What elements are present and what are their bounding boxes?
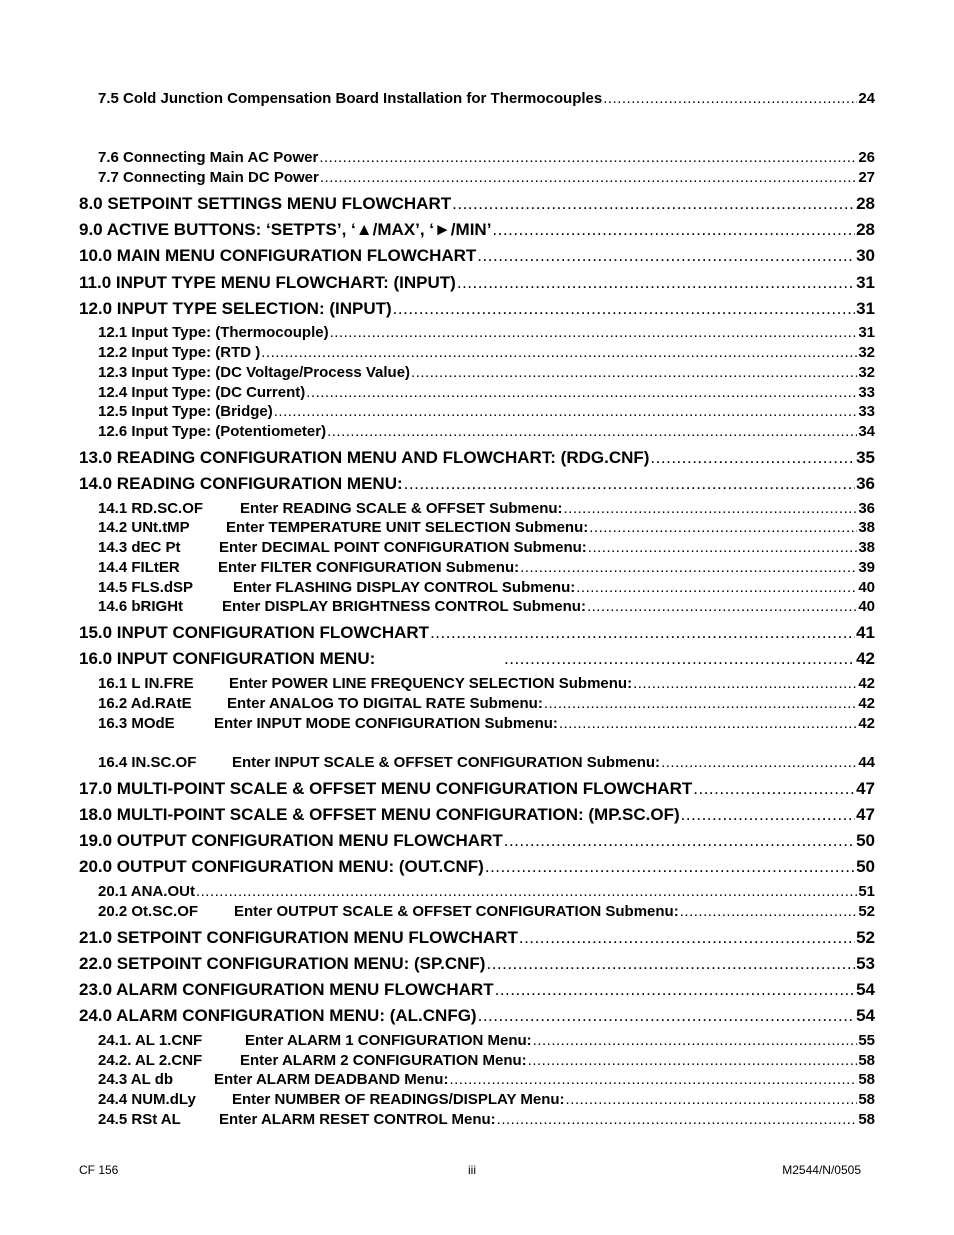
toc-entry[interactable] <box>98 324 875 341</box>
toc-entry[interactable] <box>98 1032 875 1049</box>
toc-entry-text: Enter ALARM 1 CONFIGURATION Menu: <box>245 1032 532 1049</box>
toc-entry[interactable] <box>79 1006 875 1026</box>
toc-entry-text: 21.0 SETPOINT CONFIGURATION MENU FLOWCHART <box>79 928 518 947</box>
toc-entry[interactable] <box>98 364 875 381</box>
toc-entry-title <box>98 754 660 771</box>
toc-entry-text: 12.5 Input Type: (Bridge) <box>98 403 273 420</box>
toc-page-number: 35 <box>856 448 875 467</box>
toc-entry-text: 12.6 Input Type: (Potentiometer) <box>98 423 327 440</box>
toc-entry-title <box>79 448 649 468</box>
toc-dot-leader <box>544 695 857 712</box>
toc-entry[interactable] <box>98 1052 875 1069</box>
toc-entry-code: 14.4 FILtER <box>98 559 180 576</box>
toc-entry-title <box>98 1052 527 1069</box>
toc-page-number: 58 <box>858 1071 875 1088</box>
toc-page-number: 36 <box>858 500 875 517</box>
toc-entry-code: 14.5 FLS.dSP <box>98 579 194 596</box>
toc-entry-code: 14.3 dEC Pt <box>98 539 181 556</box>
toc-page-number: 53 <box>856 954 875 973</box>
toc-dot-leader <box>589 519 857 536</box>
toc-dot-leader <box>588 539 858 556</box>
toc-dot-leader <box>633 675 857 692</box>
toc-entry[interactable] <box>98 903 875 920</box>
toc-dot-leader <box>411 364 857 381</box>
toc-entry-title <box>98 1111 496 1128</box>
toc-entry[interactable] <box>79 928 875 948</box>
toc-entry-title <box>98 675 632 692</box>
toc-entry[interactable] <box>98 1111 875 1128</box>
toc-dot-leader <box>564 500 858 517</box>
toc-page-number: 34 <box>858 423 875 440</box>
toc-dot-leader <box>504 831 855 851</box>
toc-entry[interactable] <box>98 715 875 732</box>
toc-entry-code: 16.3 MOdE <box>98 715 175 732</box>
toc-page-number: 28 <box>856 194 875 213</box>
toc-entry-title <box>98 423 326 440</box>
toc-entry-text: Enter ALARM DEADBAND Menu: <box>214 1071 449 1088</box>
toc-entry-text: 23.0 ALARM CONFIGURATION MENU FLOWCHART <box>79 980 494 999</box>
toc-entry-text: 12.1 Input Type: (Thermocouple) <box>98 324 329 341</box>
toc-entry-title <box>98 1091 565 1108</box>
toc-page-number: 50 <box>856 831 875 850</box>
toc-entry-code: 24.4 NUM.dLy <box>98 1091 196 1108</box>
toc-dot-leader <box>449 1071 857 1088</box>
toc-entry[interactable] <box>79 779 875 799</box>
toc-entry[interactable] <box>98 423 875 440</box>
toc-dot-leader <box>519 928 855 948</box>
toc-entry-code: 14.1 RD.SC.OF <box>98 500 204 517</box>
toc-entry-text: Enter FILTER CONFIGURATION Submenu: <box>218 559 520 576</box>
toc-entry[interactable] <box>98 883 875 900</box>
toc-entry[interactable] <box>98 598 875 615</box>
toc-entry-text: Enter DISPLAY BRIGHTNESS CONTROL Submenu: <box>222 598 586 615</box>
toc-entry[interactable] <box>98 1091 875 1108</box>
toc-page-number: 55 <box>858 1032 875 1049</box>
toc-entry-title <box>79 246 476 266</box>
toc-entry-title <box>98 559 519 576</box>
footer-revision: M2544/N/0505 <box>782 1163 861 1177</box>
toc-entry-text: 19.0 OUTPUT CONFIGURATION MENU FLOWCHART <box>79 831 503 850</box>
toc-entry[interactable] <box>79 474 875 494</box>
toc-entry-title <box>98 539 587 556</box>
toc-entry-text: Enter ALARM 2 CONFIGURATION Menu: <box>240 1052 527 1069</box>
toc-dot-leader <box>486 954 855 974</box>
toc-dot-leader <box>559 715 857 732</box>
toc-entry-code: 14.6 bRIGHt <box>98 598 184 615</box>
toc-entry-code: 24.1. AL 1.CNF <box>98 1032 203 1049</box>
toc-dot-leader <box>661 754 857 771</box>
toc-entry-code: 14.2 UNt.tMP <box>98 519 190 536</box>
toc-entry-title <box>98 364 410 381</box>
toc-entry-code: 24.3 AL db <box>98 1071 174 1088</box>
toc-page-number: 42 <box>858 695 875 712</box>
toc-dot-leader <box>196 883 857 900</box>
toc-page-number: 30 <box>856 246 875 265</box>
toc-entry[interactable] <box>98 500 875 517</box>
toc-entry-title <box>98 598 586 615</box>
toc-entry-code: 16.1 L IN.FRE <box>98 675 194 692</box>
toc-entry[interactable] <box>98 403 875 420</box>
toc-entry-code: 16.0 INPUT CONFIGURATION MENU: <box>79 649 376 668</box>
toc-dot-leader <box>330 324 858 341</box>
toc-dot-leader <box>319 149 857 166</box>
toc-entry-text: Enter DECIMAL POINT CONFIGURATION Submenu: <box>219 539 587 556</box>
toc-entry[interactable] <box>79 194 875 214</box>
toc-page-number: 52 <box>856 928 875 947</box>
toc-page-number: 26 <box>858 149 875 166</box>
toc-dot-leader <box>452 194 855 214</box>
toc-page-number: 42 <box>858 715 875 732</box>
toc-entry[interactable] <box>98 579 875 596</box>
toc-dot-leader <box>497 1111 858 1128</box>
toc-entry-text: 12.2 Input Type: (RTD ) <box>98 344 261 361</box>
toc-entry-text: 12.3 Input Type: (DC Voltage/Process Value) <box>98 364 411 381</box>
toc-page-number: 42 <box>858 675 875 692</box>
toc-entry[interactable] <box>98 695 875 712</box>
toc-entry-text: 7.7 Connecting Main DC Power <box>98 169 319 186</box>
toc-dot-leader <box>478 1006 855 1026</box>
toc-dot-leader <box>327 423 857 440</box>
toc-entry-text: Enter ANALOG TO DIGITAL RATE Submenu: <box>227 695 543 712</box>
toc-entry-text: Enter POWER LINE FREQUENCY SELECTION Submenu: <box>229 675 633 692</box>
toc-page-number: 58 <box>858 1052 875 1069</box>
toc-entry[interactable] <box>98 519 875 536</box>
toc-entry[interactable] <box>79 273 875 293</box>
toc-entry[interactable] <box>79 448 875 468</box>
toc-page-number: 40 <box>858 579 875 596</box>
toc-dot-leader <box>457 273 855 293</box>
toc-entry-text: 18.0 MULTI-POINT SCALE & OFFSET MENU CONFIGURATION: (MP.SC.OF) <box>79 805 680 824</box>
toc-entry-title <box>79 194 451 214</box>
toc-dot-leader <box>274 403 858 420</box>
toc-entry-title <box>98 344 260 361</box>
toc-page-number: 54 <box>856 1006 875 1025</box>
toc-entry-title <box>79 857 484 877</box>
toc-dot-leader <box>393 299 855 319</box>
toc-dot-leader <box>477 246 855 266</box>
toc-entry-code: 24.2. AL 2.CNF <box>98 1052 203 1069</box>
toc-entry-title <box>98 579 575 596</box>
toc-entry-title <box>79 831 503 851</box>
toc-entry-text: Enter NUMBER OF READINGS/DISPLAY Menu: <box>232 1091 565 1108</box>
toc-dot-leader <box>693 779 855 799</box>
toc-entry-code: 20.2 Ot.SC.OF <box>98 903 199 920</box>
toc-entry-title <box>79 273 456 293</box>
toc-entry[interactable] <box>98 149 875 166</box>
toc-entry-text: 15.0 INPUT CONFIGURATION FLOWCHART <box>79 623 430 642</box>
toc-page-number: 32 <box>858 344 875 361</box>
toc-entry-code: 16.2 Ad.RAtE <box>98 695 192 712</box>
toc-entry-text: 20.1 ANA.OUt <box>98 883 195 900</box>
toc-entry-text: Enter ALARM RESET CONTROL Menu: <box>219 1111 496 1128</box>
toc-entry-text: Enter FLASHING DISPLAY CONTROL Submenu: <box>233 579 576 596</box>
toc-dot-leader <box>430 623 855 643</box>
toc-entry-title <box>98 90 602 107</box>
toc-entry-text: 7.6 Connecting Main AC Power <box>98 149 319 166</box>
toc-entry-text: Enter TEMPERATURE UNIT SELECTION Submenu: <box>226 519 589 536</box>
toc-entry-title <box>98 715 558 732</box>
toc-page-number: 51 <box>858 883 875 900</box>
toc-entry[interactable] <box>98 384 875 401</box>
toc-entry[interactable] <box>98 169 875 186</box>
toc-dot-leader <box>504 649 855 669</box>
toc-page-number: 42 <box>856 649 875 668</box>
toc-entry-title <box>98 695 543 712</box>
toc-entry-text: 12.0 INPUT TYPE SELECTION: (INPUT) <box>79 299 392 318</box>
toc-page-number: 50 <box>856 857 875 876</box>
toc-entry-text: 10.0 MAIN MENU CONFIGURATION FLOWCHART <box>79 246 477 265</box>
toc-entry-text: 7.5 Cold Junction Compensation Board Installation for Thermocouples <box>98 90 603 107</box>
toc-dot-leader <box>404 474 855 494</box>
toc-entry-title <box>98 903 679 920</box>
toc-entry-title <box>79 299 392 319</box>
toc-page-number: 39 <box>858 559 875 576</box>
toc-dot-leader <box>680 903 858 920</box>
toc-entry-title <box>79 928 518 948</box>
toc-entry[interactable] <box>79 805 875 825</box>
toc-page-number: 27 <box>858 169 875 186</box>
toc-entry-title <box>79 623 429 643</box>
toc-entry[interactable] <box>79 623 875 643</box>
toc-entry-title <box>79 474 403 494</box>
toc-entry-title <box>98 324 329 341</box>
toc-dot-leader <box>495 980 855 1000</box>
toc-entry-text: Enter OUTPUT SCALE & OFFSET CONFIGURATION Submenu: <box>234 903 679 920</box>
toc-page-number: 31 <box>856 299 875 318</box>
toc-dot-leader <box>587 598 857 615</box>
toc-page-number: 44 <box>858 754 875 771</box>
toc-entry[interactable] <box>79 954 875 974</box>
toc-dot-leader <box>681 805 855 825</box>
toc-entry[interactable] <box>98 539 875 556</box>
toc-entry[interactable] <box>79 831 875 851</box>
toc-entry-title <box>98 1071 448 1088</box>
toc-entry-title <box>79 649 503 669</box>
toc-entry-text: Enter INPUT MODE CONFIGURATION Submenu: <box>214 715 558 732</box>
toc-entry[interactable] <box>98 90 875 107</box>
toc-entry-text: 9.0 ACTIVE BUTTONS: ‘SETPTS’, ‘▲/MAX’, ‘►/MIN’ <box>79 220 492 239</box>
toc-entry-text: 22.0 SETPOINT CONFIGURATION MENU: (SP.CNF) <box>79 954 486 973</box>
toc-dot-leader <box>520 559 857 576</box>
toc-entry-title <box>98 169 319 186</box>
toc-dot-leader <box>566 1091 858 1108</box>
toc-entry-title <box>79 1006 477 1026</box>
toc-page-number: 40 <box>858 598 875 615</box>
toc-entry[interactable] <box>79 299 875 319</box>
toc-entry-text: 17.0 MULTI-POINT SCALE & OFFSET MENU CONFIGURATION FLOWCHART <box>79 779 693 798</box>
toc-dot-leader <box>261 344 857 361</box>
toc-entry[interactable] <box>98 675 875 692</box>
toc-entry[interactable] <box>98 1071 875 1088</box>
toc-entry[interactable] <box>79 649 875 669</box>
toc-page-number: 38 <box>858 519 875 536</box>
toc-entry[interactable] <box>79 220 875 240</box>
toc-entry-text: 13.0 READING CONFIGURATION MENU AND FLOWCHART: (RDG.CNF) <box>79 448 650 467</box>
toc-entry-code: 16.4 IN.SC.OF <box>98 754 197 771</box>
toc-page-number: 54 <box>856 980 875 999</box>
toc-entry-title <box>79 805 680 825</box>
toc-dot-leader <box>576 579 857 596</box>
toc-entry-text: 20.0 OUTPUT CONFIGURATION MENU: (OUT.CNF) <box>79 857 484 876</box>
toc-page-number: 41 <box>856 623 875 642</box>
toc-entry-text: 24.0 ALARM CONFIGURATION MENU: (AL.CNFG) <box>79 1006 477 1025</box>
toc-entry-text: 11.0 INPUT TYPE MENU FLOWCHART: (INPUT) <box>79 273 456 292</box>
toc-page-number: 28 <box>856 220 875 239</box>
toc-entry[interactable] <box>98 754 875 771</box>
toc-entry[interactable] <box>98 344 875 361</box>
toc-entry-title <box>98 519 588 536</box>
toc-entry-title <box>98 149 318 166</box>
toc-entry-title <box>98 500 563 517</box>
toc-entry[interactable] <box>79 980 875 1000</box>
toc-page-number: 52 <box>858 903 875 920</box>
toc-entry[interactable] <box>79 857 875 877</box>
toc-entry-title <box>79 980 494 1000</box>
toc-dot-leader <box>533 1032 858 1049</box>
toc-dot-leader <box>492 220 855 240</box>
toc-entry[interactable] <box>79 246 875 266</box>
toc-dot-leader <box>306 384 857 401</box>
toc-page-number: 33 <box>858 384 875 401</box>
toc-entry-text: 12.4 Input Type: (DC Current) <box>98 384 306 401</box>
toc-dot-leader <box>650 448 855 468</box>
toc-page-number: 32 <box>858 364 875 381</box>
toc-dot-leader <box>320 169 857 186</box>
toc-page-number: 58 <box>858 1111 875 1128</box>
toc-entry-title <box>79 954 485 974</box>
toc-entry[interactable] <box>98 559 875 576</box>
toc-entry-title <box>79 779 692 799</box>
toc-page-number: 58 <box>858 1091 875 1108</box>
toc-page-number: 36 <box>856 474 875 493</box>
toc-dot-leader <box>485 857 855 877</box>
toc-page-number: 31 <box>858 324 875 341</box>
toc-page-number: 33 <box>858 403 875 420</box>
toc-entry-text: 8.0 SETPOINT SETTINGS MENU FLOWCHART <box>79 194 452 213</box>
toc-entry-title <box>98 1032 532 1049</box>
toc-page-number: 38 <box>858 539 875 556</box>
footer-document-code: CF 156 <box>79 1163 119 1177</box>
toc-page-number: 24 <box>858 90 875 107</box>
toc-page-number: 47 <box>856 805 875 824</box>
toc-entry-title <box>79 220 491 240</box>
toc-dot-leader <box>528 1052 858 1069</box>
toc-entry-title <box>98 384 305 401</box>
toc-entry-title <box>98 883 195 900</box>
toc-entry-text: Enter READING SCALE & OFFSET Submenu: <box>240 500 563 517</box>
toc-page-number: 31 <box>856 273 875 292</box>
toc-entry-code: 24.5 RSt AL <box>98 1111 181 1128</box>
toc-page-number: 47 <box>856 779 875 798</box>
toc-entry-text: Enter INPUT SCALE & OFFSET CONFIGURATION Submenu: <box>232 754 661 771</box>
toc-entry-title <box>98 403 273 420</box>
toc-entry-text: 14.0 READING CONFIGURATION MENU: <box>79 474 403 493</box>
footer-page-number: iii <box>468 1163 476 1177</box>
toc-dot-leader <box>603 90 857 107</box>
